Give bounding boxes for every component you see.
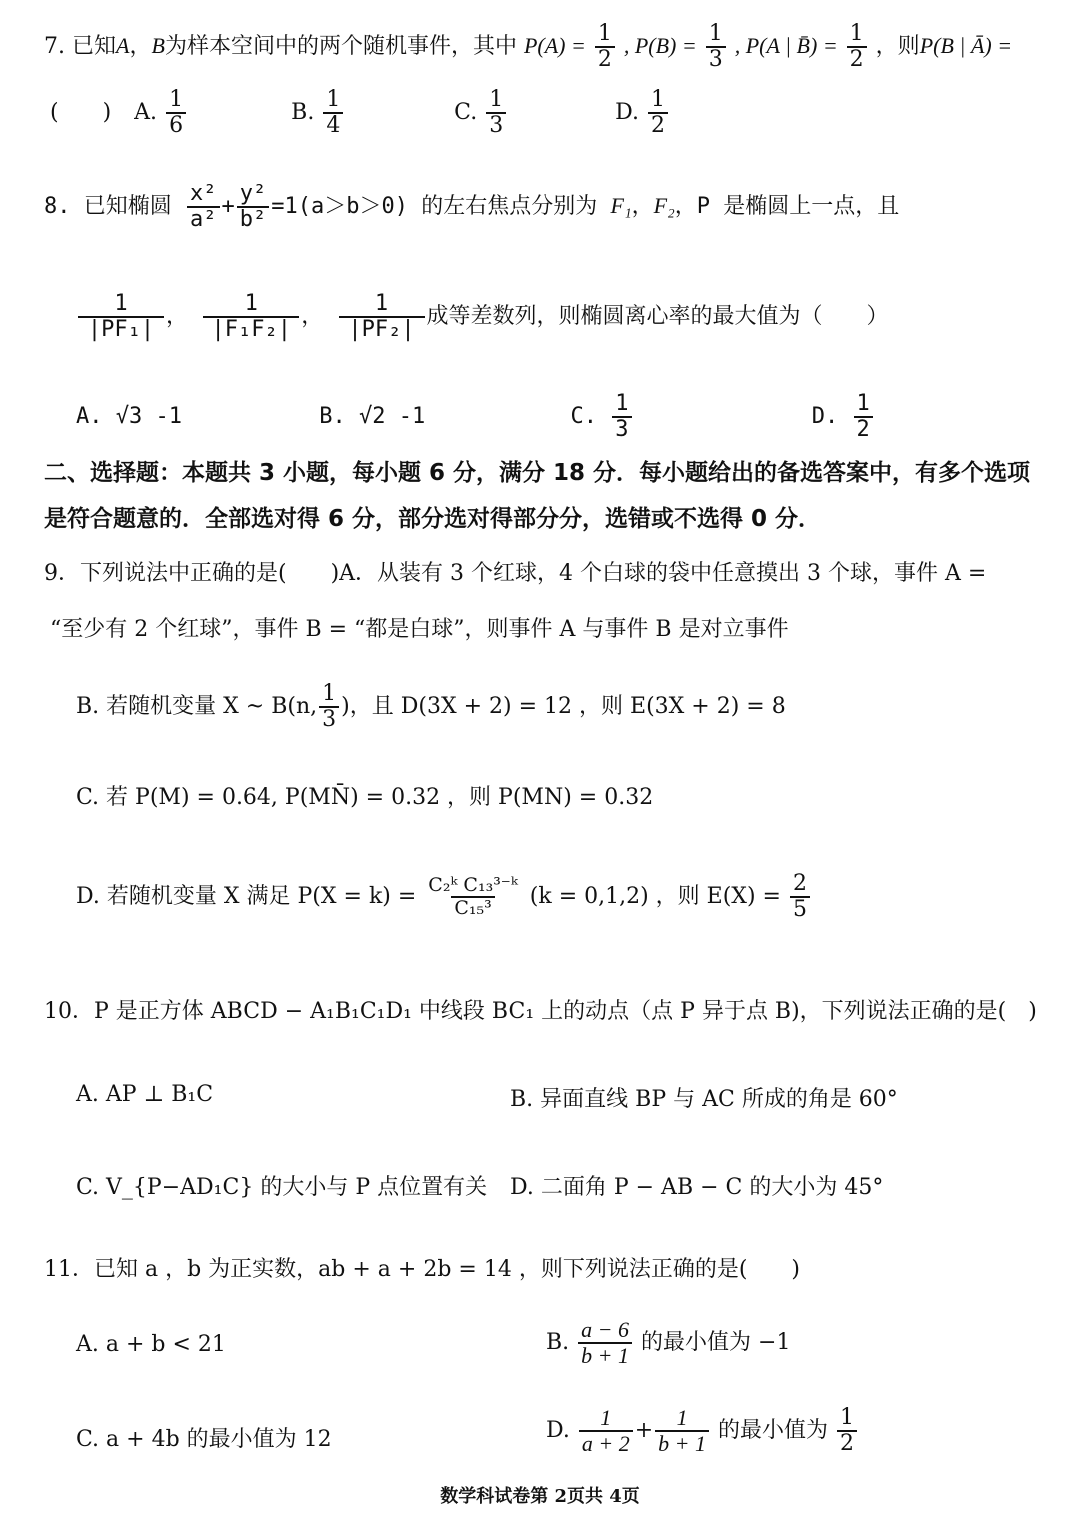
q9-option-d: D. 若随机变量 X 满足 P(X = k) = $\frac{\text{C₂ᵏ C₁₃³⁻ᵏ}}{\text{C₁₅³}}$ (k = 0,1,2) ，则 E(X) = $\frac{2}{5}$ [76,872,812,922]
q7-frac-pab: $\frac{1}{2}$ [847,22,867,72]
q11-option-c: C. a + 4b 的最小值为 12 [76,1427,332,1452]
q11-option-d: D. $\frac{1}{a + 2}$ + $\frac{1}{b + 1}$ 的最小值为 $\frac{1}{2}$ [546,1406,859,1456]
q7-option-c: C. $\frac{1}{3}$ [454,88,608,138]
q7-stem: 7. 已知A，B为样本空间中的两个随机事件，其中 P(A) = $\frac{1}{2}$ , P(B) = $\frac{1}{3}$ , P(A | B̄) = $\frac{1}{2}$ ，则P(B | Ā) = [44,21,1013,73]
q7-option-d: D. $\frac{1}{2}$ [615,88,670,138]
q9-option-c: C. 若 P(M) = 0.64, P(MN̄) = 0.32 ，则 P(MN) = 0.32 [76,785,654,810]
q10-option-a: A. AP ⊥ B₁C [76,1082,214,1107]
q8-frac-pf2: $\frac{1}{\text{|PF₂|}}$ [339,292,425,342]
q8-frac-f1f2: $\frac{1}{\text{|F₁F₂|}}$ [203,292,299,342]
q11-option-b: B. $\frac{a - 6}{b + 1}$ 的最小值为 −1 [546,1317,791,1369]
q8-frac-x: $\frac{\text{x²}}{\text{a²}}$ [187,182,220,232]
q7-frac-pb: $\frac{1}{3}$ [706,22,726,72]
q8-frac-y: $\frac{\text{y²}}{\text{b²}}$ [237,182,270,232]
q9-option-b: B. 若随机变量 X ~ B(n, $\frac{1}{3}$ )，且 D(3X + 2) = 12 ，则 E(3X + 2) = 8 [76,681,786,733]
q10-option-d: D. 二面角 P − AB − C 的大小为 45° [510,1175,884,1200]
q7-option-b: B. $\frac{1}{4}$ [291,88,447,138]
q8-condition: $\frac{1}{\text{|PF₁|}}$ ， $\frac{1}{\text{|F₁F₂|}}$ ， $\frac{1}{\text{|PF₂|}}$ 成等差数列，则椭圆离心率的最大值为（ ） [76,292,889,342]
q9-line1: 9．下列说法中正确的是( )A．从装有 3 个红球，4 个白球的袋中任意摸出 3 个球，事件 A = [44,561,987,586]
section2-line2: 是符合题意的．全部选对得 6 分，部分选对得部分分，选错或不选得 0 分． [44,506,822,532]
q7-options: ( ) A. $\frac{1}{6}$ B. $\frac{1}{4}$ C. $\frac{1}{3}$ D. $\frac{1}{2}$ [50,88,670,138]
q10-option-b: B. 异面直线 BP 与 AC 所成的角是 60° [510,1087,898,1112]
q10-option-c: C. V_{P−AD₁C} 的大小与 P 点位置有关 [76,1175,488,1200]
q11-stem: 11．已知 a ，b 为正实数，ab + a + 2b = 14 ，则下列说法正确的是( ) [44,1257,800,1282]
q8-option-a: A. √3 -1 [76,404,182,430]
q11-option-a: A. a + b < 21 [76,1332,226,1357]
q8-stem: 8. 已知椭圆 $\frac{\text{x²}}{\text{a²}}$ + $\frac{\text{y²}}{\text{b²}}$ =1(a＞b＞0) 的左右焦点分别为 F₁，F₂，P 是椭圆上一点，且 [44,181,900,233]
section2-line1: 二、选择题：本题共 3 小题，每小题 6 分，满分 18 分．每小题给出的备选答案中，有多个选项 [44,460,1031,486]
q8-frac-pf1: $\frac{1}{\text{|PF₁|}}$ [78,292,164,342]
q8-option-b: B. √2 -1 [319,404,426,430]
q8-options [76,392,875,442]
q10-stem: 10．P 是正方体 ABCD − A₁B₁C₁D₁ 中线段 BC₁ 上的动点（点 P 异于点 B)，下列说法正确的是( ) [44,999,1037,1024]
q7-frac-pa: $\frac{1}{2}$ [595,22,615,72]
q9-line2: “至少有 2 个红球”，事件 B = “都是白球”，则事件 A 与事件 B 是对立事件 [50,617,789,642]
page-footer: 数学科试卷第 2页共 4页 [440,1486,640,1507]
q7-option-a: A. $\frac{1}{6}$ [134,88,284,138]
q8-option-d: D. $\frac{1}{2}$ [812,404,875,429]
q8-option-c: C. $\frac{1}{3}$ [571,392,799,442]
